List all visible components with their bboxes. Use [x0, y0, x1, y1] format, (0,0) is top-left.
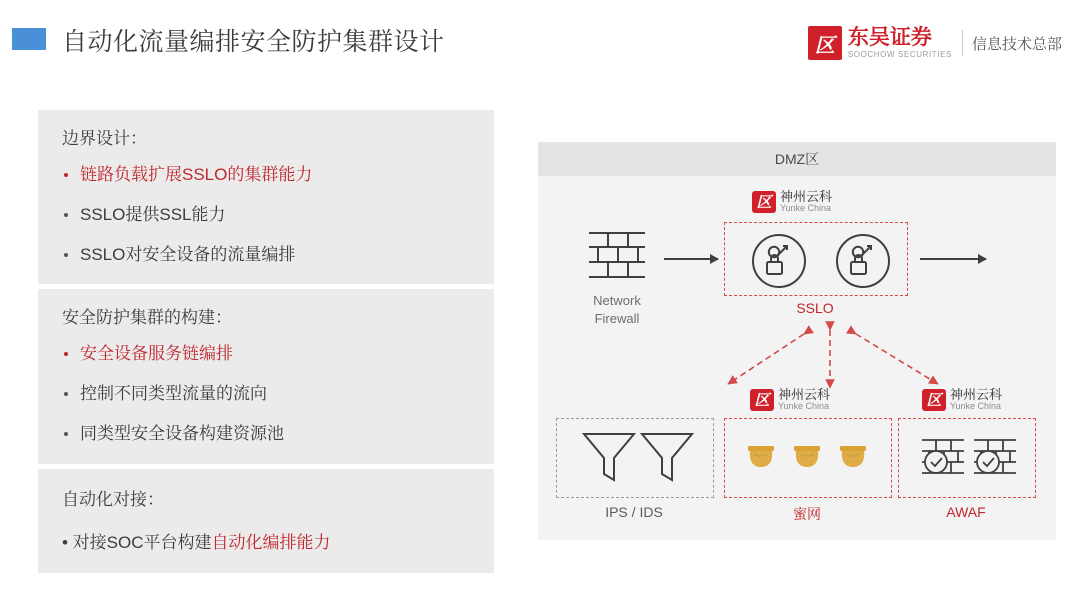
bullet-dot-icon — [64, 352, 68, 356]
honeypot-icon — [790, 440, 824, 474]
list-item-label: • 对接SOC平台构建 — [62, 532, 212, 552]
shield-wall-icon — [920, 436, 966, 476]
honeynet-label: 蜜网 — [793, 506, 821, 522]
vendor-logo-awaf — [922, 388, 1002, 412]
firewall-label-line2: Firewall — [594, 310, 640, 326]
brand-name-cn: 东吴证券 — [847, 26, 932, 50]
bullet-block-automation — [38, 469, 494, 573]
list-item — [62, 243, 470, 267]
list-item-label: 安全设备服务链编排 — [80, 344, 233, 364]
brand-names — [848, 27, 952, 58]
vendor-mark-icon: 区 — [750, 389, 774, 411]
list-item-label: SSLO提供SSL能力 — [80, 204, 226, 224]
brick-wall-icon — [589, 232, 645, 278]
key-lock-icon — [752, 234, 806, 288]
bullet-dot-icon — [64, 173, 68, 177]
header-accent-bar — [12, 28, 46, 50]
key-lock-glyph — [845, 243, 881, 279]
arrow-dashed-ips — [728, 334, 804, 384]
list-item-label: SSLO对安全设备的流量编排 — [80, 244, 296, 264]
vendor-logo-honeynet — [750, 388, 830, 412]
arrow-right-icon-outbound — [920, 258, 986, 260]
shield-wall-icon — [972, 436, 1018, 476]
vendor-name-en: Yunke China — [778, 400, 830, 411]
list-item-highlight: 自动化编排能力 — [211, 532, 331, 552]
bullet-dot-icon — [64, 213, 68, 217]
list-item-label: 同类型安全设备构建资源池 — [80, 423, 284, 443]
vendor-name-en: Yunke China — [780, 202, 832, 213]
sslo-label: SSLO — [796, 300, 834, 316]
key-lock-glyph — [761, 243, 797, 279]
list-item — [62, 203, 470, 227]
slide-header — [0, 0, 1080, 84]
block-title: 安全防护集群的构建： — [62, 308, 232, 328]
arrow-right-icon-inbound — [664, 258, 718, 260]
arrow-dashed-awaf — [856, 334, 938, 384]
ips-ids-label: IPS / IDS — [605, 504, 663, 520]
bullet-block-security-cluster — [38, 289, 494, 463]
vendor-mark-icon: 区 — [752, 191, 776, 213]
key-lock-icon — [836, 234, 890, 288]
bullet-dot-icon — [64, 392, 68, 396]
dmz-zone-header — [538, 142, 1056, 176]
honeypot-icon — [744, 440, 778, 474]
awaf-label: AWAF — [946, 504, 986, 520]
brand-department: 信息技术总部 — [971, 35, 1062, 53]
bullet-dot-icon — [64, 253, 68, 257]
list-item-label: 链路负载扩展SSLO的集群能力 — [80, 165, 313, 184]
bullet-panel — [38, 110, 494, 573]
vendor-name-cn: 神州云科 — [780, 189, 833, 204]
list-item — [62, 422, 470, 446]
firewall-label — [562, 292, 672, 327]
funnel-icon — [580, 430, 638, 486]
block-title: 自动化对接： — [62, 489, 164, 509]
architecture-diagram — [538, 142, 1056, 540]
brand-divider — [962, 30, 963, 56]
list-item — [62, 528, 470, 553]
block-title: 边界设计： — [62, 129, 147, 148]
honeypot-icon — [836, 440, 870, 474]
brand-logo — [808, 24, 1062, 62]
funnel-icon — [638, 430, 696, 486]
vendor-name-cn: 神州云科 — [950, 387, 1003, 402]
firewall-label-line1: Network — [593, 293, 641, 308]
vendor-mark-icon: 区 — [922, 389, 946, 411]
network-firewall-node — [562, 232, 672, 327]
list-item — [62, 163, 470, 187]
page-title: 自动化流量编排安全防护集群设计 — [62, 28, 445, 56]
vendor-logo-sslo — [752, 190, 832, 214]
bullet-dot-icon — [64, 432, 68, 436]
bullet-block-boundary-design — [38, 110, 494, 284]
vendor-name-en: Yunke China — [950, 400, 1002, 411]
list-item — [62, 382, 470, 406]
vendor-name-cn: 神州云科 — [778, 387, 831, 402]
list-item-label: 控制不同类型流量的流向 — [80, 384, 267, 404]
brand-mark-icon: 区 — [808, 26, 842, 60]
brand-name-en: SOOCHOW SECURITIES — [847, 49, 952, 59]
dmz-zone-label: DMZ区 — [774, 151, 820, 167]
list-item — [62, 342, 470, 366]
